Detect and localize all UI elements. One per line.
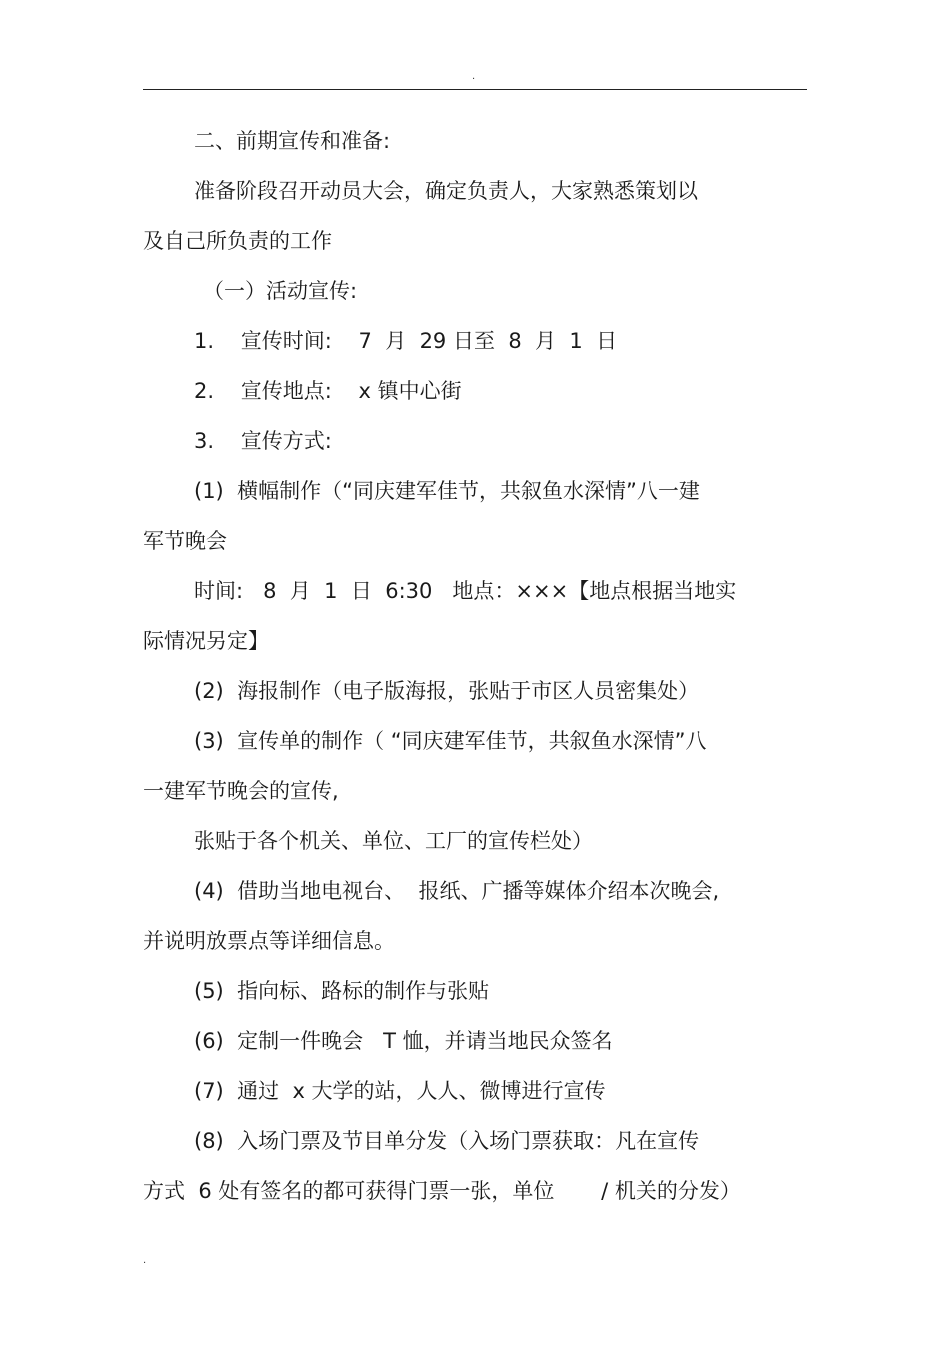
list-item: 3. 宣传方式: [194,429,332,453]
paragraph-line: (4) 借助当地电视台、 报纸、广播等媒体介绍本次晚会, [194,879,720,903]
paragraph-line: 并说明放票点等详细信息。 [143,929,395,953]
paragraph-line: (3) 宣传单的制作（ “同庆建军佳节，共叙鱼水深情”八 [194,729,707,753]
paragraph-line: 张贴于各个机关、单位、工厂的宣传栏处） [194,829,593,853]
list-item: 2. 宣传地点: x 镇中心街 [194,379,462,403]
paragraph-line: 方式 6 处有签名的都可获得门票一张，单位 / 机关的分发） [143,1179,741,1203]
paragraph-line: 及自己所负责的工作 [143,229,332,253]
section-heading: 二、前期宣传和准备: [194,129,391,153]
footer-mark: . [143,1255,147,1266]
paragraph-line: 际情况另定】 [143,629,269,653]
paragraph-line: 时间: 8 月 1 日 6:30 地点：×××【地点根据当地实 [194,579,737,603]
header-rule [143,89,807,90]
paragraph-line: (5) 指向标、路标的制作与张贴 [194,979,490,1003]
paragraph-line: (7) 通过 x 大学的站，人人、微博进行宣传 [194,1079,606,1103]
subsection-heading: （一）活动宣传: [203,279,358,303]
paragraph-line: (1) 横幅制作（“同庆建军佳节，共叙鱼水深情”八一建 [194,479,700,503]
list-item: 1. 宣传时间: 7 月 29 日至 8 月 1 日 [194,329,618,353]
paragraph-line: 军节晚会 [143,529,227,553]
header-mark: . [472,71,476,82]
paragraph-line: (6) 定制一件晚会 T 恤，并请当地民众签名 [194,1029,613,1053]
paragraph-line: 一建军节晚会的宣传, [143,779,339,803]
paragraph-line: (2) 海报制作（电子版海报，张贴于市区人员密集处） [194,679,700,703]
paragraph-line: 准备阶段召开动员大会，确定负责人，大家熟悉策划以 [194,179,698,203]
paragraph-line: (8) 入场门票及节目单分发（入场门票获取：凡在宣传 [194,1129,700,1153]
